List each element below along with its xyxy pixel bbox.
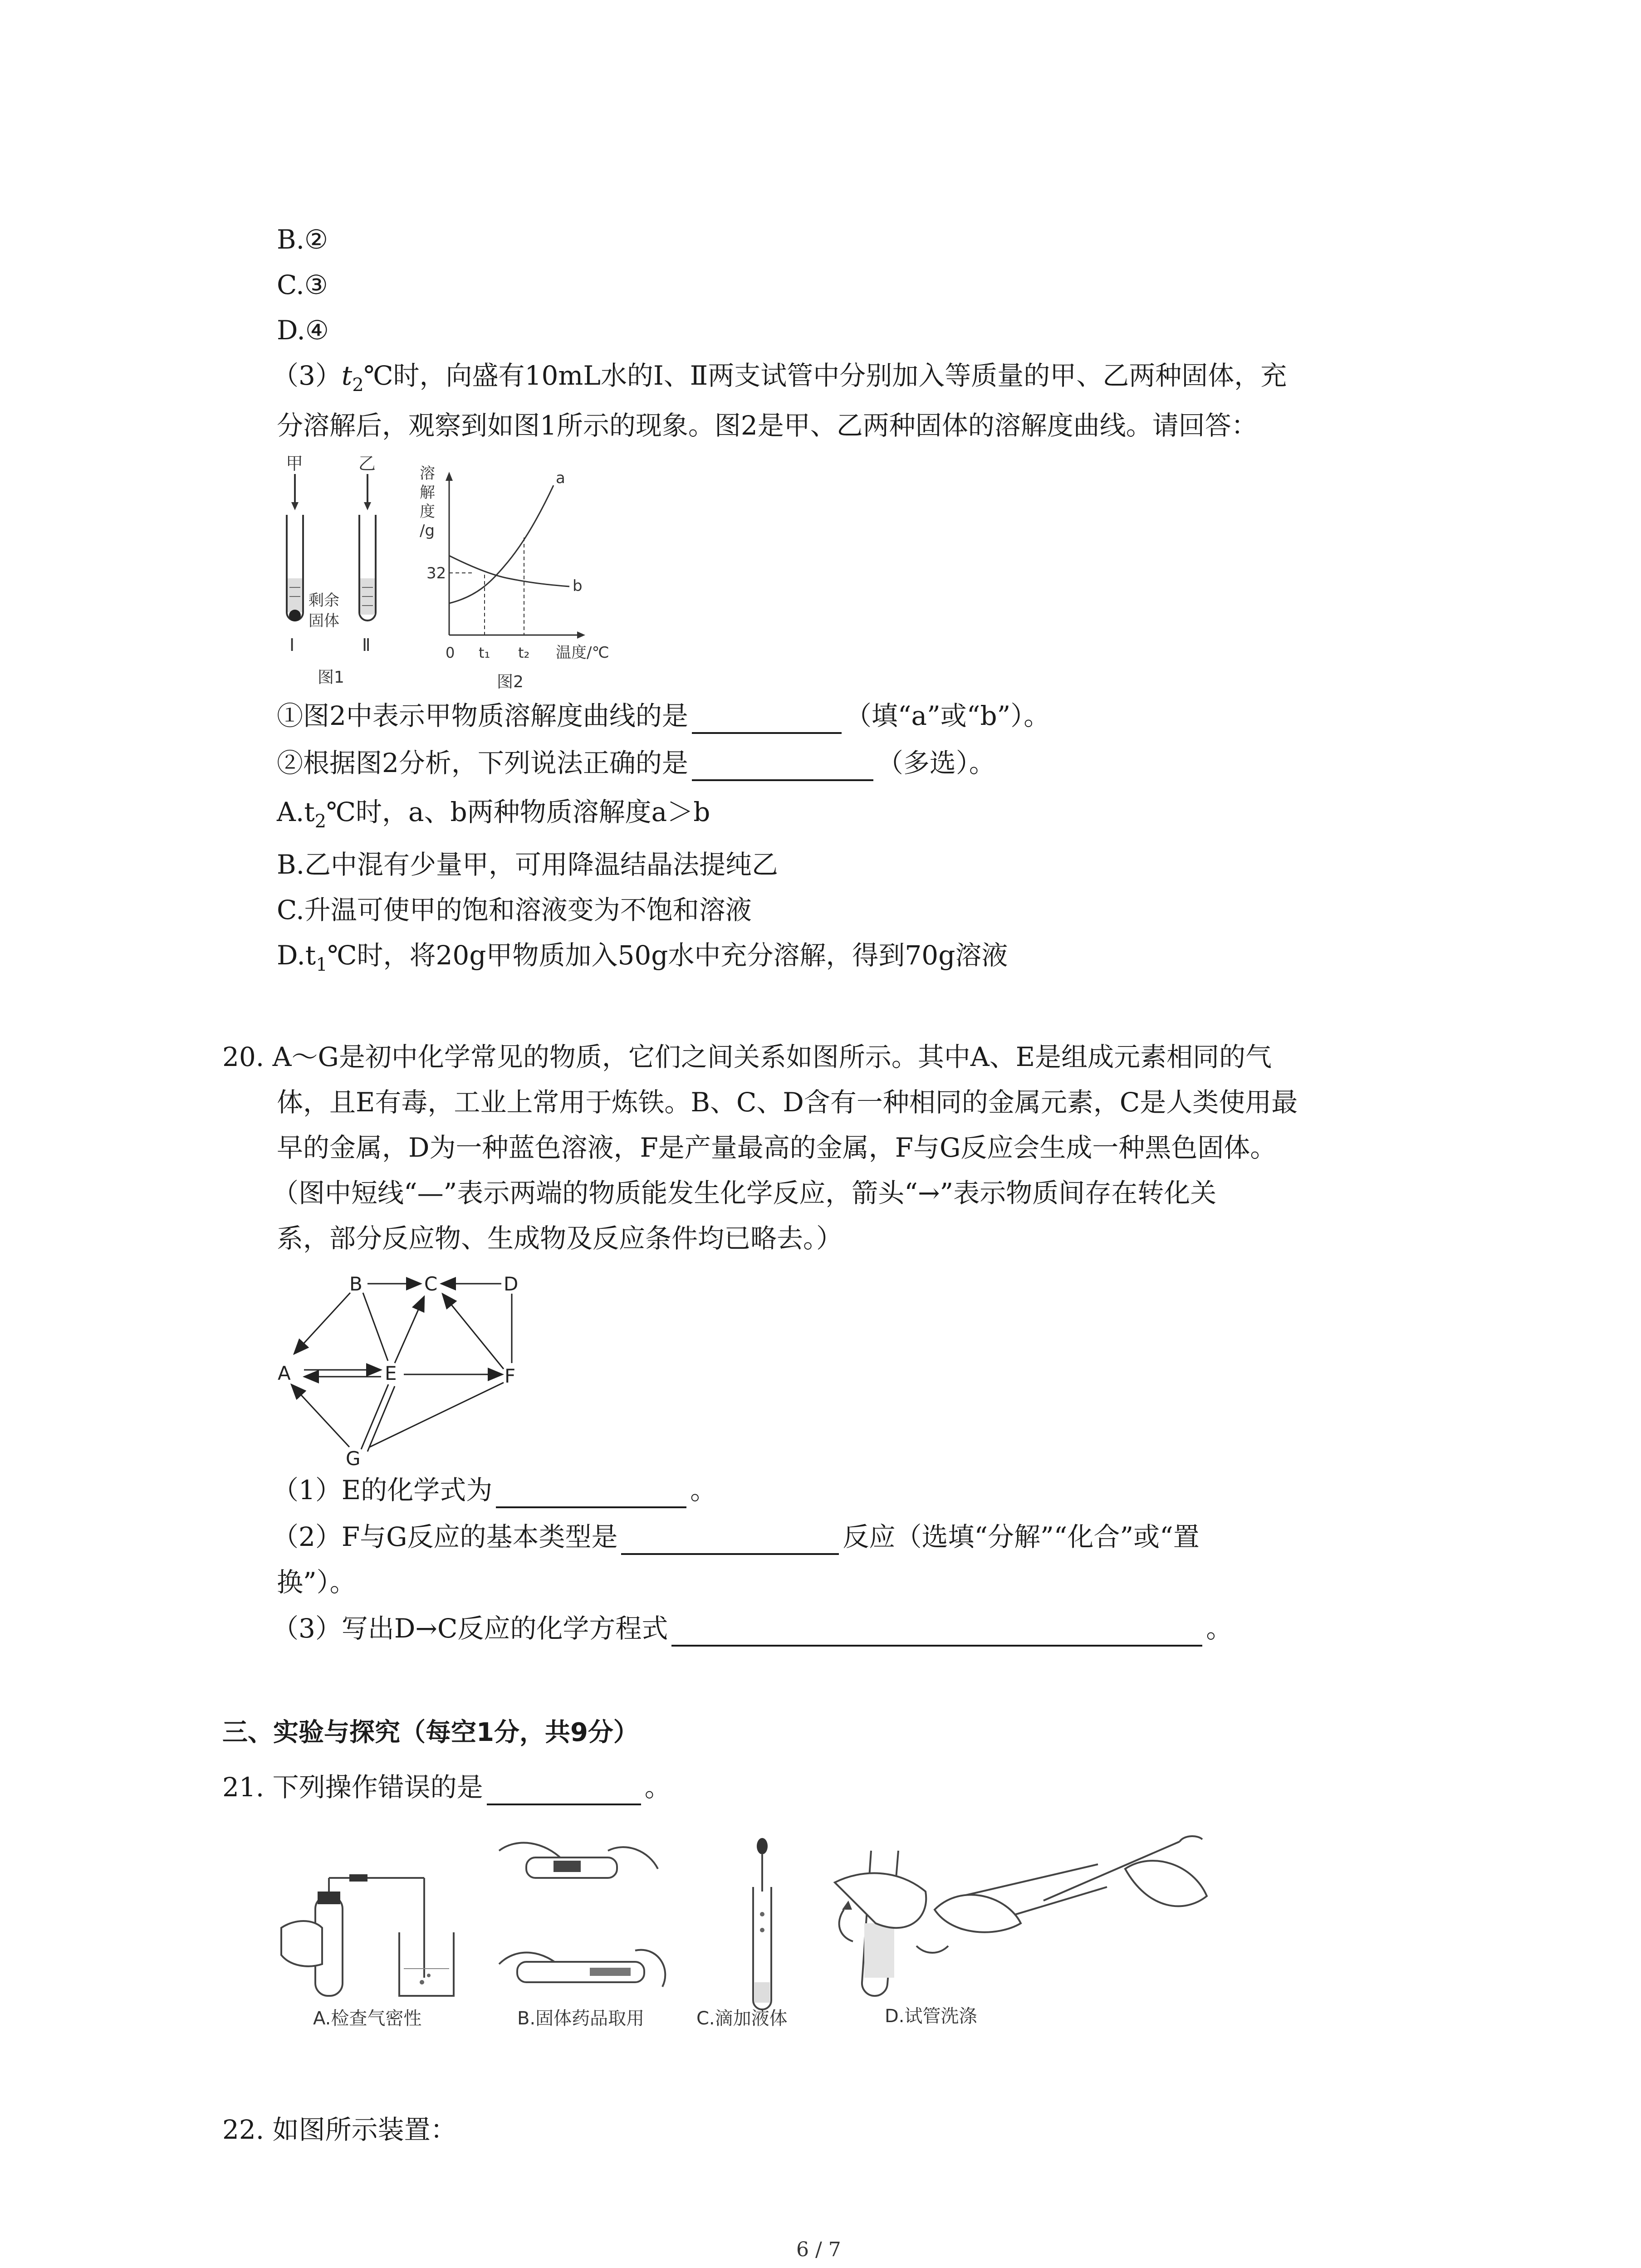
node-B: B bbox=[349, 1273, 362, 1295]
illustration-dropper bbox=[753, 1838, 771, 2009]
q19-sub2: ②根据图2分析，下列说法正确的是 （多选）。 bbox=[277, 745, 995, 781]
answer-blank-19-2[interactable] bbox=[692, 751, 873, 781]
node-C: C bbox=[424, 1273, 438, 1295]
q20-line3: 早的金属，D为一种蓝色溶液，F是产量最高的金属，F与G反应会生成一种黑色固体。 bbox=[277, 1132, 1277, 1163]
xtick-t2: t₂ bbox=[518, 644, 530, 661]
q22-text: 22. 如图所示装置： bbox=[222, 2114, 457, 2145]
q20-sub2: （2）F与G反应的基本类型是 反应（选填“分解”“化合”或“置 bbox=[272, 1519, 1200, 1555]
q20-relation-diagram bbox=[272, 1266, 544, 1483]
option-d: D.④ bbox=[277, 315, 329, 346]
caption-airtightness: A.检查气密性 bbox=[313, 2008, 422, 2029]
xtick-0: 0 bbox=[446, 644, 455, 661]
option-b: B.② bbox=[277, 224, 328, 255]
caption-washing: D.试管洗涤 bbox=[885, 2006, 977, 2027]
fig2-caption: 图2 bbox=[497, 673, 524, 691]
answer-blank-20-2[interactable] bbox=[621, 1525, 839, 1555]
caption-dropper: C.滴加液体 bbox=[696, 2008, 788, 2029]
label-yi: 乙 bbox=[358, 454, 376, 474]
q19-choice-d: $D.t_1℃$时，将20g甲物质加入50g水中充分溶解，得到70g溶液 bbox=[277, 940, 1008, 975]
label-jia: 甲 bbox=[286, 454, 304, 474]
node-G: G bbox=[346, 1447, 361, 1470]
ylabel-1: 溶 bbox=[420, 464, 435, 483]
xtick-t1: t₁ bbox=[479, 644, 490, 661]
fig1-caption: 图1 bbox=[318, 668, 344, 687]
label-tube-II: Ⅱ bbox=[362, 635, 371, 655]
label-residue-1: 剩余 bbox=[309, 591, 339, 610]
node-F: F bbox=[505, 1365, 516, 1387]
curve-a bbox=[449, 485, 554, 603]
figure-1-test-tubes bbox=[259, 451, 413, 696]
section-3-heading: 三、实验与探究（每空1分，共9分） bbox=[222, 1718, 639, 1747]
answer-blank-19-1[interactable] bbox=[692, 704, 842, 734]
q19-part3-line2: 分溶解后，观察到如图1所示的现象。图2是甲、乙两种固体的溶解度曲线。请回答： bbox=[277, 410, 1258, 441]
label-tube-I: Ⅰ bbox=[289, 635, 295, 655]
illustration-washing bbox=[835, 1836, 1207, 1996]
q20-sub2-cont: 换”）。 bbox=[277, 1567, 356, 1598]
answer-blank-20-1[interactable] bbox=[496, 1478, 686, 1508]
ylabel-2: 解 bbox=[420, 484, 435, 502]
answer-blank-20-3[interactable] bbox=[671, 1617, 1202, 1647]
q20-line2: 体，且E有毒，工业上常用于炼铁。B、C、D含有一种相同的金属元素，C是人类使用最 bbox=[277, 1087, 1298, 1118]
label-residue-2: 固体 bbox=[309, 612, 339, 630]
answer-blank-21[interactable] bbox=[487, 1775, 641, 1805]
node-D: D bbox=[504, 1273, 519, 1295]
q20-sub3: （3）写出D→C反应的化学方程式 。 bbox=[272, 1610, 1232, 1647]
ylabel-4: /g bbox=[420, 522, 435, 540]
q19-choice-b: B.乙中混有少量甲，可用降温结晶法提纯乙 bbox=[277, 849, 779, 880]
curve-b-label: b bbox=[573, 577, 583, 595]
node-A: A bbox=[278, 1362, 291, 1384]
q19-sub1: ①图2中表示甲物质溶解度曲线的是 （填“a”或“b”）。 bbox=[277, 698, 1050, 734]
illustration-solid-reagent bbox=[499, 1843, 665, 1987]
illustration-airtightness bbox=[281, 1874, 454, 1996]
q20-line1: 20. A～G是初中化学常见的物质，它们之间关系如图所示。其中A、E是组成元素相同的气 bbox=[222, 1041, 1272, 1072]
ylabel-3: 度 bbox=[420, 503, 435, 521]
q20-line5: 系，部分反应物、生成物及反应条件均已略去。） bbox=[277, 1223, 843, 1254]
option-c: C.③ bbox=[277, 269, 328, 300]
q19-part3-line1: $(3)t_2℃$时，向盛有10mL水的Ⅰ、Ⅱ两支试管中分别加入等质量的甲、乙两种固体，充 bbox=[272, 360, 1287, 396]
q19-choice-c: C.升温可使甲的饱和溶液变为不饱和溶液 bbox=[277, 894, 752, 925]
q21-lab-operations-illustration bbox=[272, 1833, 1234, 2028]
q20-line4: （图中短线“—”表示两端的物质能发生化学反应，箭头“→”表示物质间存在转化关 bbox=[272, 1178, 1217, 1208]
figure-2-solubility-chart bbox=[417, 456, 653, 696]
q21-text: 21. 下列操作错误的是 。 bbox=[222, 1769, 671, 1805]
q19-choice-a: $A.t_2℃$时，a、b两种物质溶解度a＞b bbox=[277, 797, 710, 832]
q20-sub1: （1）E的化学式为 。 bbox=[272, 1472, 716, 1508]
page-number: 6 / 7 bbox=[796, 2238, 841, 2261]
node-E: E bbox=[385, 1362, 397, 1384]
caption-solid-reagent: B.固体药品取用 bbox=[517, 2008, 645, 2029]
ytick-32: 32 bbox=[426, 564, 446, 582]
curve-a-label: a bbox=[556, 469, 565, 487]
xaxis-label: 温度/℃ bbox=[556, 644, 609, 662]
